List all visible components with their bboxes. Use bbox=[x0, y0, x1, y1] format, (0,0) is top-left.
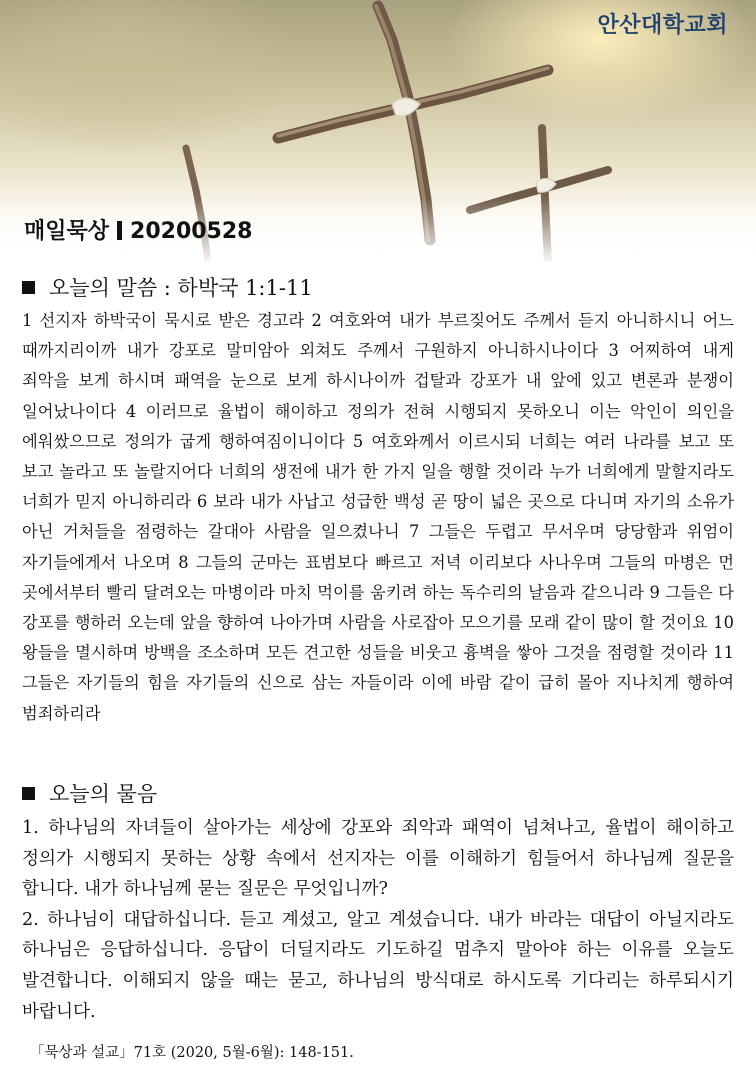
page-title bbox=[24, 214, 252, 245]
question-list bbox=[22, 813, 734, 1027]
title-label: 매일묵상 bbox=[24, 219, 110, 244]
bullet-square-icon bbox=[22, 787, 35, 800]
today-word-heading bbox=[22, 272, 313, 302]
source-citation: 「묵상과 설교」71호 (2020, 5월-6월): 148-151. bbox=[30, 1045, 354, 1061]
today-question-heading-text: 오늘의 물음 bbox=[49, 782, 158, 806]
header-banner bbox=[0, 0, 756, 262]
title-divider bbox=[117, 221, 122, 240]
question-paragraph-2: 2. 하나님이 대답하십니다. 듣고 계셨고, 알고 계셨습니다. 내가 바라는 대답이 아닐지라도 하나님은 응답하십니다. 응답이 더딜지라도 기도하길 멈추지 말아야 하는 이유를 오늘도 발견합니다. 이해되지 않을 때는 묻고, 하나님의 방식대로 하시도록 기다리는 하루되시기 바랍니다. bbox=[22, 909, 734, 1022]
bullet-square-icon bbox=[22, 281, 35, 294]
scripture-verses: 1 선지자 하박국이 묵시로 받은 경고라 2 여호와여 내가 부르짖어도 주께서 듣지 아니하시니 어느 때까지리이까 내가 강포로 말미암아 외쳐도 주께서 구원하지 아니하시나이다 3 어찌하여 내게 죄악을 보게 하시며 패역을 눈으로 보게 하시나이까 겁탈과 강포가 내 앞에 있고 변론과 분쟁이 일어났나이다 4 이러므로 율법이 해이하고 정의가 전혀 시행되지 못하오니 이는 악인이 의인을 에워쌌으므로 정의가 굽게 행하여짐이니이다 5 여호와께서 이르시되 너희는 여러 나라를 보고 또 보고 놀라고 또 놀랄지어다 너희의 생전에 내가 한 가지 일을 행할 것이라 누가 너희에게 말할지라도 너희가 믿지 아니하리라 6 보라 내가 사납고 성급한 백성 곧 땅이 넓은 곳으로 다니며 자기의 소유가 아닌 거처들을 점령하는 갈대아 사람을 일으켰나니 7 그들은 두렵고 무서우며 당당함과 위엄이 자기들에게서 나오며 8 그들의 군마는 표범보다 빠르고 저녁 이리보다 사나우며 그들의 마병은 먼 곳에서부터 빨리 달려오는 마병이라 마치 먹이를 움키려 하는 독수리의 날음과 같으니라 9 그들은 다 강포를 행하러 오는데 앞을 향하여 나아가며 사람을 사로잡아 모으기를 모래 같이 많이 할 것이요 10 왕들을 멸시하며 방백을 조소하며 모든 견고한 성들을 비웃고 흉벽을 쌓아 그것을 점령할 것이라 11 그들은 자기들의 힘을 자기들의 신으로 삼는 자들이라 이에 바람 같이 급히 몰아 지나치게 행하여 범죄하리라 bbox=[22, 311, 734, 723]
title-date: 20200528 bbox=[130, 219, 253, 244]
church-name: 안산대학교회 bbox=[597, 13, 728, 38]
today-question-heading bbox=[22, 778, 157, 808]
today-word-heading-text: 오늘의 말씀 : 하박국 1:1-11 bbox=[49, 276, 313, 300]
question-paragraph-1: 1. 하나님의 자녀들이 살아가는 세상에 강포와 죄악과 패역이 넘쳐나고, 율법이 해이하고 정의가 시행되지 못하는 상황 속에서 선지자는 이를 이해하기 힘들어서 하나님께 질문을 합니다. 내가 하나님께 묻는 질문은 무엇입니까? bbox=[22, 818, 734, 900]
